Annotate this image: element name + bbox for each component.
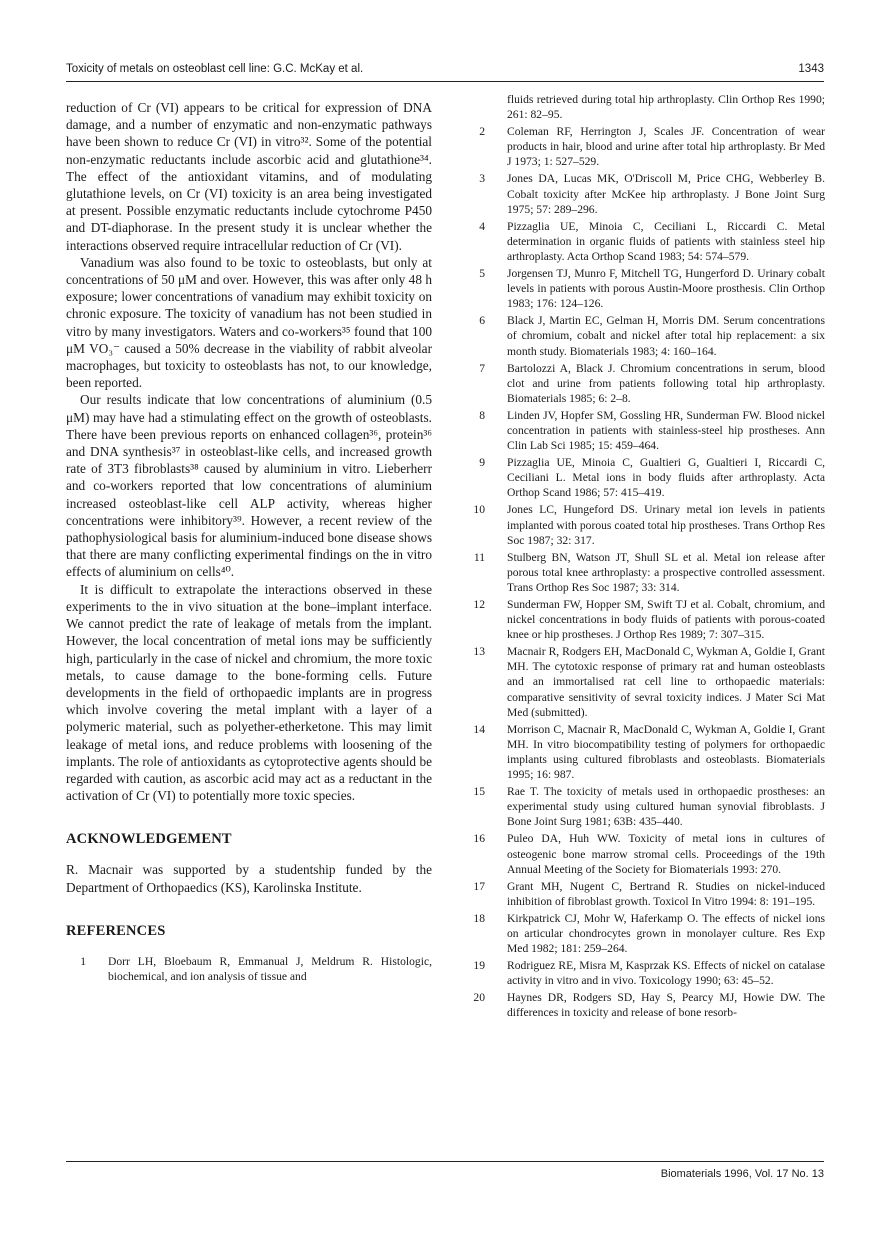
- reference-text: Black J, Martin EC, Gelman H, Morris DM. Serum concentrations of chromium, cobalt and nickel after total hip replacement: a six month study. Biomaterials 1983; 4: 160–164.: [507, 314, 825, 358]
- reference-number: 15: [473, 785, 485, 799]
- references-heading: REFERENCES: [66, 922, 166, 939]
- reference-text: Rodriguez RE, Misra M, Kasprzak KS. Effects of nickel on catalase activity in vitro and in vivo. Toxicology 1990; 63: 45–52.: [507, 959, 825, 988]
- reference-text: Coleman RF, Herrington J, Scales JF. Concentration of wear products in hair, blood and urine after total hip arthroplasty. Br Med J 1973; 1: 527–529.: [507, 125, 825, 169]
- reference-number: 3: [479, 172, 485, 186]
- acknowledgement-heading: ACKNOWLEDGEMENT: [66, 831, 232, 848]
- journal-footer: Biomaterials 1996, Vol. 17 No. 13: [660, 1168, 824, 1180]
- header-rule: [66, 81, 824, 82]
- reference-item: [465, 911, 825, 956]
- body-paragraph-1: reduction of Cr (VI) appears to be critical for expression of DNA damage, and a number of enzymatic and non-enzymatic pathways have been shown to reduce Cr (VI) in vitro³². Some of the potential non-enzymatic reductants include ascorbic acid and glutathione³⁴. The effect of the antioxidant vitamins, and of modulating glutathione levels, on Cr (VI) toxicity is an area being investigated at present. Possible enzymatic reductants include cytochrome P450 and DT-diaphorase. In the present study it is unclear whether the interactions observed require intracellular reduction of Cr (VI).: [66, 100, 432, 253]
- reference-item: [465, 219, 825, 264]
- reference-number: 7: [479, 361, 485, 375]
- reference-number: 1: [80, 954, 86, 968]
- left-column: [66, 99, 432, 986]
- running-title: Toxicity of metals on osteoblast cell line: G.C. McKay et al.: [66, 63, 364, 75]
- reference-text: Haynes DR, Rodgers SD, Hay S, Pearcy MJ, Howie DW. The differences in toxicity and release of bone resorb-: [507, 991, 825, 1020]
- reference-number: 14: [473, 722, 485, 736]
- reference-text: Linden JV, Hopfer SM, Gossling HR, Sunderman FW. Blood nickel concentration in patients with stainless-steel hip prostheses. Ann Clin Lab Sci 1985; 15: 459–464.: [507, 408, 825, 453]
- reference-text: Pizzaglia UE, Minoia C, Ceciliani L, Riccardi C. Metal determination in organic fluids of patients with stainless steel hip arthroplasty. Acta Orthop Scand 1983; 54: 574–579.: [507, 219, 825, 263]
- reference-number: 19: [473, 959, 485, 973]
- reference-item: [465, 722, 825, 782]
- reference-text: Dorr LH, Bloebaum R, Emmanual J, Meldrum R. Histologic, biochemical, and ion analysis of tissue and: [108, 954, 432, 983]
- reference-number: 13: [473, 645, 485, 659]
- reference-text: Pizzaglia UE, Minoia C, Gualtieri G, Gualtieri I, Riccardi C, Ceciliani L. Metal ions in body fluids after arthroplasty. Acta Orthop Scand 1986; 57: 415–419.: [507, 456, 825, 500]
- reference-text: Rae T. The toxicity of metals used in orthopaedic prostheses: an experimental study using cultured human synovial fibroblasts. J Bone Joint Surg 1981; 63B: 435–440.: [507, 785, 825, 829]
- reference-number: 11: [473, 550, 485, 564]
- reference-item: [465, 879, 825, 909]
- reference-text: Bartolozzi A, Black J. Chromium concentrations in serum, blood clot and urine from patients following total hip arthroplasty. Biomaterials 1985; 6: 2–8.: [507, 361, 825, 405]
- reference-item: [465, 171, 825, 216]
- reference-item: [465, 958, 825, 988]
- reference-number: 10: [473, 503, 485, 517]
- reference-item: [465, 831, 825, 876]
- body-paragraph-2: Vanadium was also found to be toxic to osteoblasts, but only at concentrations of 50 μM and over. However, this was after only 48 h exposure; lower concentrations of vanadium may exhibit toxicity on chronic exposure. The toxicity of vanadium has not been studied in vitro by many investigators. Waters and co-workers³⁵ found that 100 μM VO₃⁻ caused a 50% decrease in the viability of rabbit alveolar macrophages, but toxicity to osteoblasts has not, to our knowledge, been reported.: [66, 254, 432, 391]
- reference-item-1: [66, 954, 432, 984]
- reference-number: 17: [473, 879, 485, 893]
- reference-item: [465, 124, 825, 169]
- acknowledgement-text: R. Macnair was supported by a studentship funded by the Department of Orthopaedics (KS), Karolinska Institute.: [66, 862, 432, 895]
- reference-text: Puleo DA, Huh WW. Toxicity of metal ions in cultures of osteogenic bone marrow stromal cells. Proceedings of the 19th Annual Meeting of the Society for Biomaterials 1993: 270.: [507, 832, 825, 876]
- running-header: [66, 63, 824, 79]
- reference-number: 20: [473, 991, 485, 1005]
- reference-text: fluids retrieved during total hip arthroplasty. Clin Orthop Res 1990; 261: 82–95.: [507, 93, 825, 122]
- reference-item: [465, 455, 825, 500]
- reference-item: [465, 784, 825, 829]
- reference-item: [465, 990, 825, 1020]
- reference-number: 8: [479, 408, 485, 422]
- reference-item: [465, 266, 825, 311]
- reference-list: [465, 124, 825, 1020]
- reference-text: Jones LC, Hungeford DS. Urinary metal ion levels in patients implanted with porous coated total hip prostheses. Trans Orthop Res Soc 1987; 32: 317.: [507, 503, 825, 547]
- reference-text: Grant MH, Nugent C, Bertrand R. Studies on nickel-induced inhibition of fibroblast growth. Toxicol In Vitro 1994: 8: 191–195.: [507, 879, 825, 908]
- reference-number: 12: [473, 598, 485, 611]
- reference-text: Sunderman FW, Hopper SM, Swift TJ et al. Cobalt, chromium, and nickel concentrations in body fluids of patients with porous-coated knee or hip prostheses. J Orthop Res 1989; 7: 307–315.: [507, 598, 825, 642]
- reference-number: 18: [473, 911, 485, 925]
- reference-item: [465, 313, 825, 358]
- reference-text: Jorgensen TJ, Munro F, Mitchell TG, Hungerford D. Urinary cobalt levels in patients with porous Austin-Moore prosthesis. Clin Orthop 1983; 176: 124–126.: [507, 267, 825, 311]
- reference-text: Stulberg BN, Watson JT, Shull SL et al. Metal ion release after porous total knee arthroplasty: a prospective controlled assessment. Trans Orthop Res Soc 1987; 33: 314.: [507, 550, 825, 594]
- reference-number: 16: [473, 832, 485, 846]
- reference-number: 5: [479, 267, 485, 281]
- reference-text: Macnair R, Rodgers EH, MacDonald C, Wykman A, Goldie I, Grant MH. The cytotoxic response of primary rat and human osteoblasts and an immortalised rat cell line to orthopaedic materials: comparative sensitivity of sevral toxicity indices. J Mater Sci Mat Med (submitted).: [507, 645, 825, 719]
- body-paragraph-4: It is difficult to extrapolate the interactions observed in these experiments to the in vivo situation at the bone–implant interface. We cannot predict the rate of leakage of metals from the implant. However, the local concentration of metal ions may be sufficiently high, particularly in the case of nickel and chromium, the more toxic metals, to cause damage to the bone-forming cells. Future developments in the field of orthopaedic implants are in progress which involve covering the metal implant with a layer of a polymeric material, such as polyether-etherketone. This may limit leakage of metal ions, and reduce problems with loosening of the implants. The role of antioxidants as cytoprotective agents should be regarded with caution, as ascorbic acid may act as a reductant in the activation of Cr (VI) to potentially more toxic species.: [66, 581, 432, 804]
- reference-item: [465, 644, 825, 719]
- reference-item: [465, 597, 825, 642]
- body-paragraph-3: Our results indicate that low concentrations of aluminium (0.5 μM) may have had a stimulating effect on the growth of osteoblasts. There have been previous reports on enhanced collagen³⁶, protein³⁶ and DNA synthesis³⁷ in osteoblast-like cells, and increased growth rate of 3T3 fibroblasts³⁸ caused by aluminium in vitro. Lieberherr and co-workers reported that low concentrations of aluminium increased osteoblast-like cell ALP activity, whereas higher concentrations were inhibitory³⁹. However, a recent review of the pathophysiological basis for aluminium-induced bone disease shows that there are many conflicting experimental findings on the in vitro effects of aluminium on cells⁴⁰.: [66, 392, 432, 580]
- reference-item: [465, 408, 825, 453]
- page-number: 1343: [798, 63, 824, 75]
- right-column: [465, 92, 825, 1023]
- reference-text: Jones DA, Lucas MK, O'Driscoll M, Price CHG, Webberley B. Cobalt toxicity after McKee hip arthroplasty. J Bone Joint Surg 1975; 57: 289–296.: [507, 172, 825, 216]
- reference-number: 2: [479, 125, 485, 139]
- reference-item: [465, 550, 825, 595]
- reference-number: 9: [479, 456, 485, 470]
- reference-item: [465, 502, 825, 547]
- reference-text: Kirkpatrick CJ, Mohr W, Haferkamp O. The effects of nickel ions on articular chondrocytes grown in monolayer culture. Res Exp Med 1982; 181: 259–264.: [507, 911, 825, 956]
- reference-text: Morrison C, Macnair R, MacDonald C, Wykman A, Goldie I, Grant MH. In vitro biocompatibility testing of polymers for orthopaedic implants using cultured fibroblasts and osteoblasts. Biomaterials 1995; 16: 987.: [507, 722, 825, 782]
- reference-number: 6: [479, 314, 485, 328]
- footer-rule: [66, 1161, 824, 1162]
- reference-item: [465, 361, 825, 406]
- reference-number: 4: [479, 219, 485, 233]
- reference-item-1-continued: [465, 92, 825, 122]
